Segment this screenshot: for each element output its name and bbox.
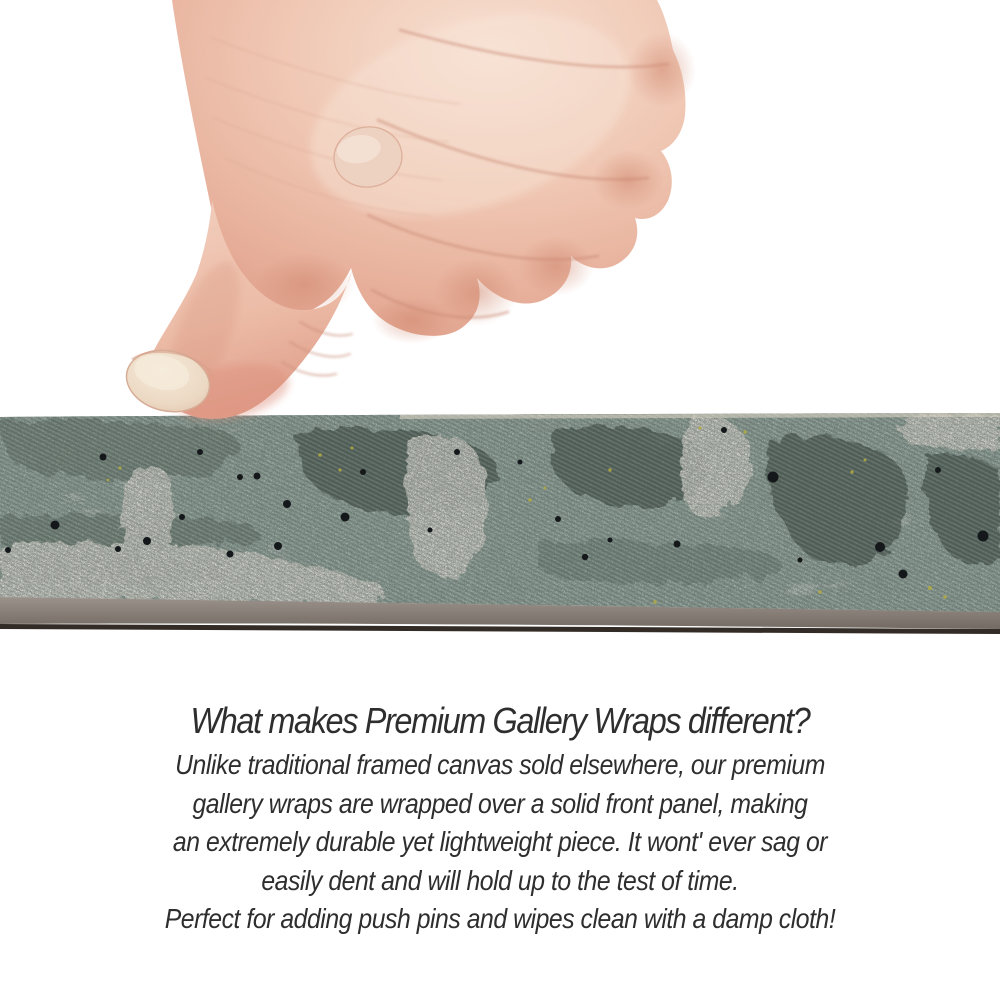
info-line-4: easily dent and will hold up to the test of time. — [261, 864, 739, 896]
info-line-3: an extremely durable yet lightweight piece. It wont' ever sag or — [172, 826, 828, 858]
info-line-5: Perfect for adding push pins and wipes clean with a damp cloth! — [164, 903, 836, 935]
info-line-1: Unlike traditional framed canvas sold elsewhere, our premium — [175, 749, 825, 780]
info-text-block — [50, 698, 950, 939]
canvas-texture — [0, 410, 1000, 615]
info-line-2: gallery wraps are wrapped over a solid front panel, making — [192, 787, 808, 819]
canvas-edge-strip — [0, 410, 1000, 634]
hand-pressing-canvas — [120, 0, 696, 429]
info-heading: What makes Premium Gallery Wraps different? — [190, 700, 810, 741]
